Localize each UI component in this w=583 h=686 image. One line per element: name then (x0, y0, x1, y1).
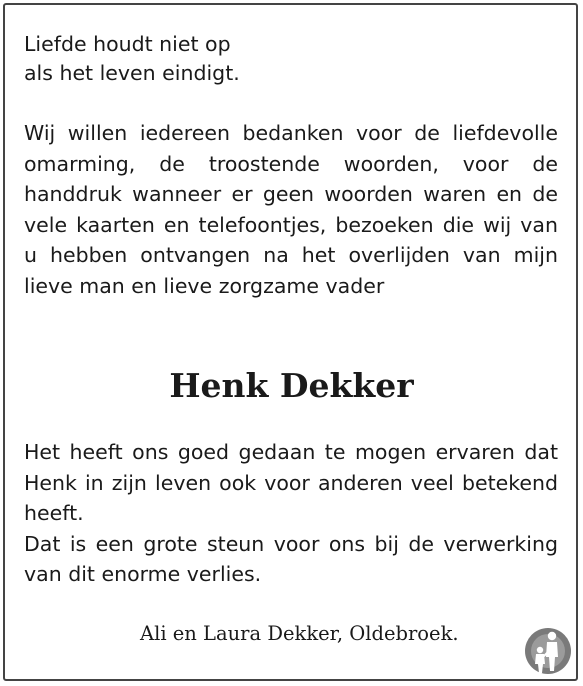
closing-paragraph (24, 437, 558, 590)
motto-line-2: als het leven eindigt. (24, 61, 240, 85)
motto-line-1: Liefde houdt niet op (24, 32, 231, 56)
thanks-paragraph: Wij willen iedereen bedanken voor de liefdevolle omarming, de troostende woorden, voor de handdruk wanneer er geen woorden waren en de vele kaarten en telefoontjes, bezoeken die wij van u hebben ontvangen na het overlijden van mijn lieve man en lieve zorgzame vader (24, 121, 558, 298)
deceased-name: Henk Dekker (169, 366, 414, 405)
motto (24, 30, 240, 88)
impact-paragraph: Het heeft ons goed gedaan te mogen ervaren dat Henk in zijn leven ook voor anderen veel betekend heeft. (24, 440, 558, 525)
figures-circle-icon (523, 623, 573, 679)
support-paragraph: Dat is een grote steun voor ons bij de verwerking van dit enorme verlies. (24, 531, 558, 586)
signature: Ali en Laura Dekker, Oldebroek. (140, 622, 459, 645)
